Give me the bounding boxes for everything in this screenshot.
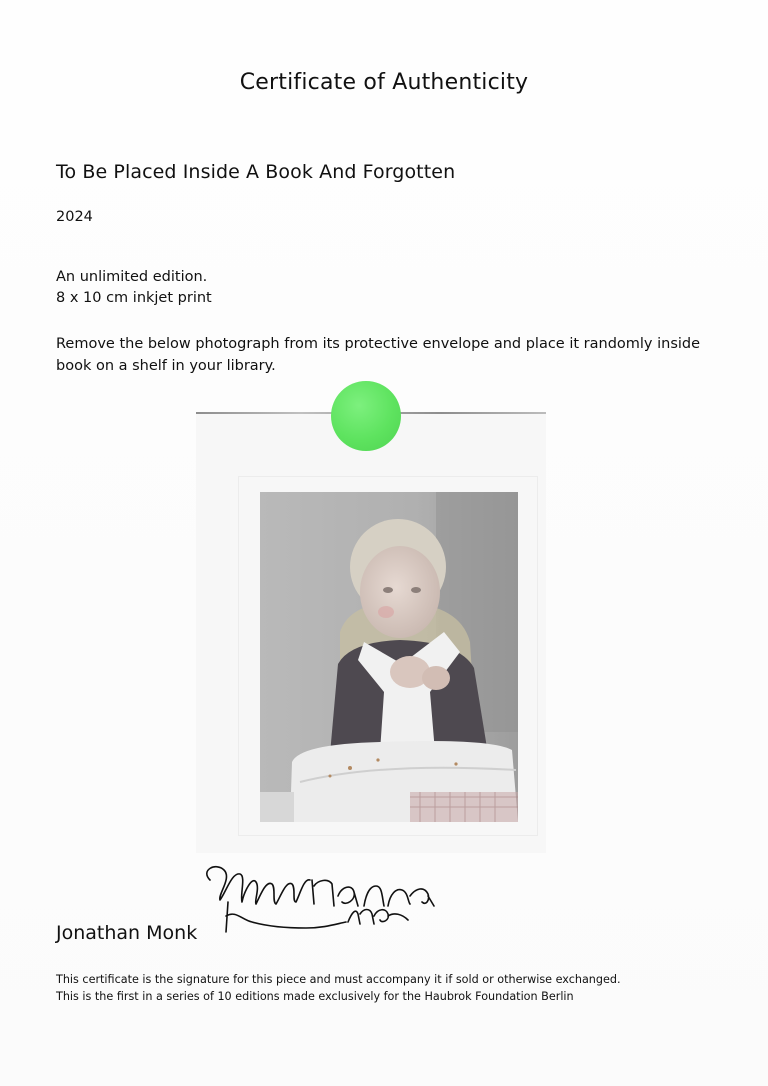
artist-signature — [196, 858, 446, 940]
edition-info — [56, 267, 212, 309]
work-year: 2024 — [56, 209, 93, 225]
instructions-text: Remove the below photograph from its protective envelope and place it randomly inside book on a shelf in your library. — [56, 336, 701, 374]
footer-line: This certificate is the signature for this piece and must accompany it if sold or otherwise exchanged. — [56, 973, 621, 986]
edition-line: 8 x 10 cm inkjet print — [56, 290, 212, 306]
footer-line: This is the first in a series of 10 editions made exclusively for the Haubrok Foundation Berlin — [56, 990, 574, 1003]
photograph — [260, 492, 518, 822]
work-title: To Be Placed Inside A Book And Forgotten — [56, 161, 456, 183]
artist-name: Jonathan Monk — [56, 922, 198, 944]
edition-line: An unlimited edition. — [56, 269, 208, 285]
green-seal-sticker — [331, 381, 401, 451]
certificate-heading: Certificate of Authenticity — [239, 70, 529, 95]
certificate-footer — [56, 971, 736, 1005]
baby-photo-illustration — [260, 492, 518, 822]
